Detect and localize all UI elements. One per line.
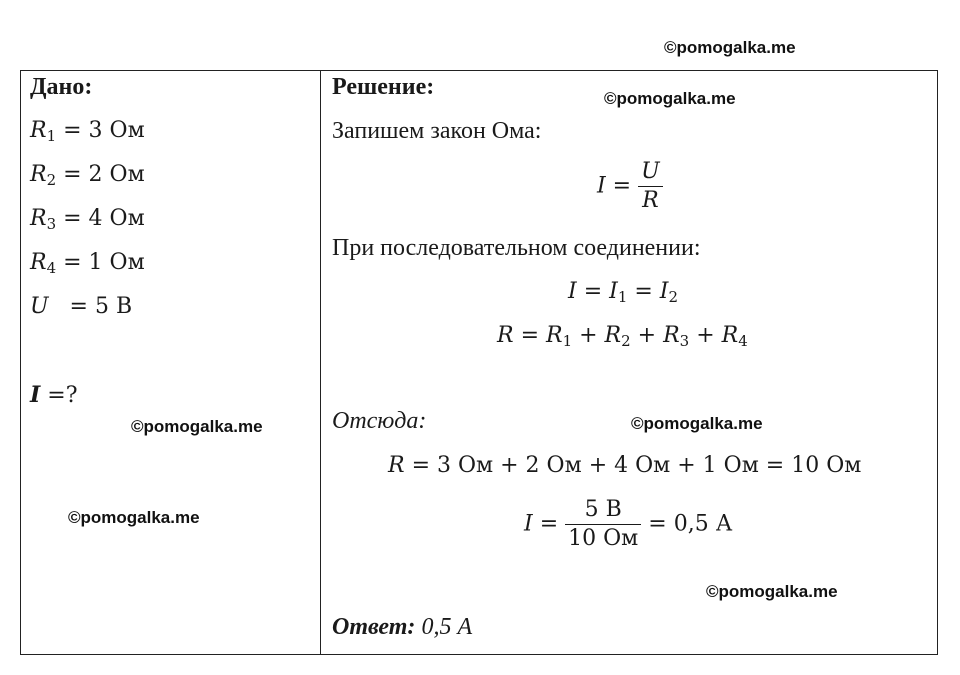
given-r3: $R_3 = 4$ Ом	[30, 206, 145, 233]
answer-value: 0,5 А	[415, 614, 473, 640]
current-calc: I = $\frac{5 В}{10 Ом}$ = 0,5 А	[524, 497, 733, 551]
ohm-fraction: $\frac{U}{R}$	[638, 158, 663, 215]
column-divider	[320, 70, 321, 655]
watermark: ©pomogalka.me	[706, 582, 838, 601]
answer-label: Ответ:	[332, 614, 416, 640]
resistance-sum: $R = R_1 + R_2 + R_3 + R_4$	[497, 323, 748, 350]
solution-intro: Запишем закон Ома:	[332, 118, 542, 144]
hence-label: Отсюда:	[332, 408, 427, 434]
answer-line	[332, 614, 472, 641]
given-r2: $R_2 = 2$ Ом	[30, 162, 145, 189]
solution-heading: Решение:	[332, 74, 435, 100]
find-current: I =?	[30, 382, 78, 408]
watermark: ©pomogalka.me	[604, 89, 736, 108]
current-equality: $I = I_1 = I_2$	[568, 279, 679, 306]
given-heading: Дано:	[30, 74, 93, 100]
given-r1: $R_1 = 3$ Ом	[30, 118, 145, 145]
watermark: ©pomogalka.me	[68, 508, 200, 527]
watermark: ©pomogalka.me	[664, 38, 796, 57]
given-r4: $R_4 = 1$ Ом	[30, 250, 145, 277]
series-text: При последовательном соединении:	[332, 235, 701, 261]
current-fraction: $\frac{5 В}{10 Ом}$	[565, 496, 641, 553]
solution-table	[20, 70, 938, 655]
watermark: ©pomogalka.me	[631, 414, 763, 433]
watermark: ©pomogalka.me	[131, 417, 263, 436]
resistance-calc: R = 3 Ом + 2 Ом + 4 Ом + 1 Ом = 10 Ом	[388, 453, 862, 478]
given-u: U = 5 В	[30, 294, 133, 319]
ohm-law-formula: I = $\frac{U}{R}$	[597, 158, 663, 215]
